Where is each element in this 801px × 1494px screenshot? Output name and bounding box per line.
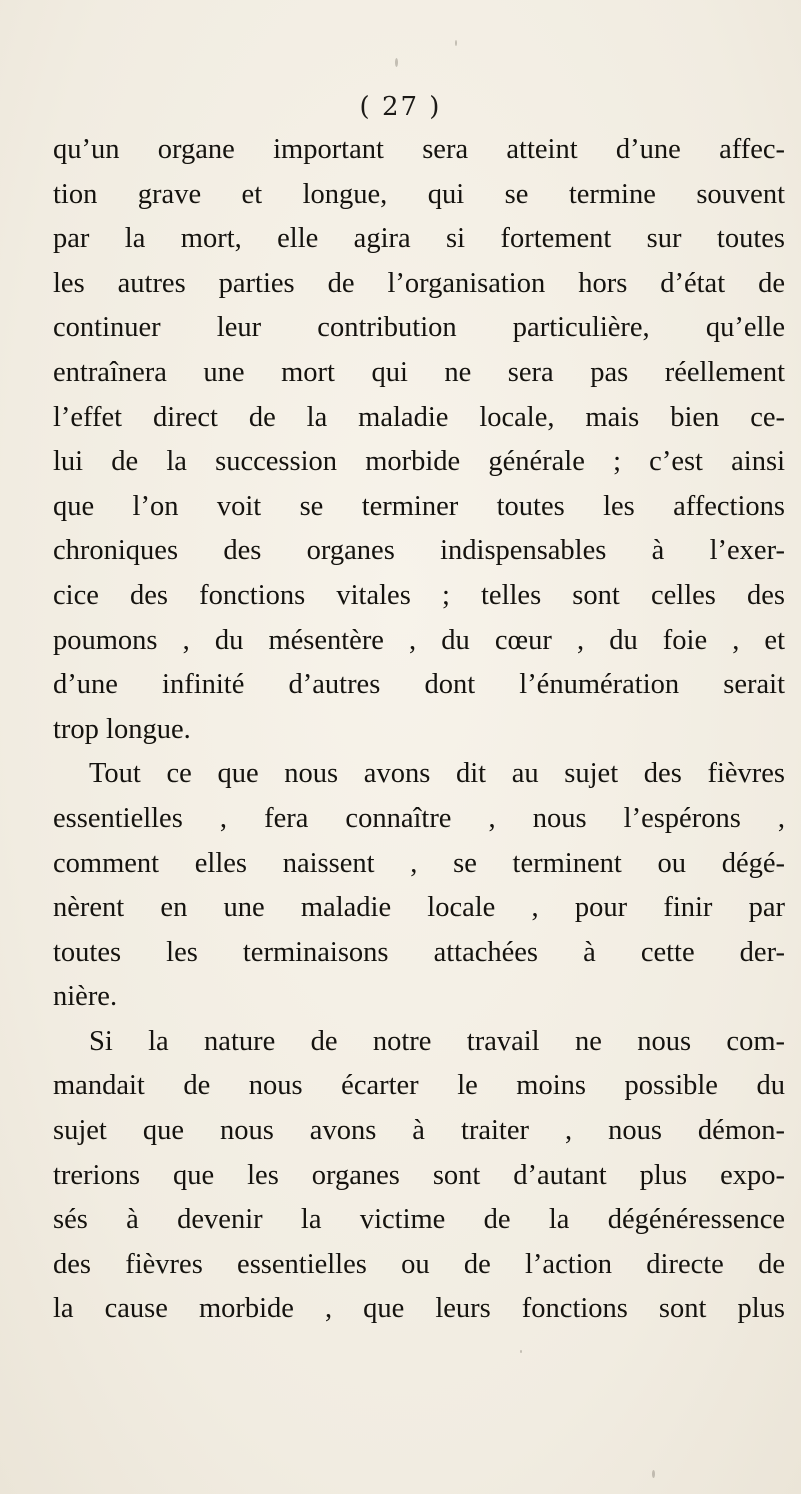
paragraph-start-line: Tout ce que nous avons dit au sujet des fièvres — [89, 758, 785, 790]
text-line: que l’on voit se terminer toutes les affections — [53, 490, 785, 522]
text-line: sujet que nous avons à traiter , nous démon- — [53, 1115, 785, 1147]
text-line: par la mort, elle agira si fortement sur toutes — [53, 223, 785, 255]
body-text — [53, 128, 785, 1332]
text-line: chroniques des organes indispensables à l’exer- — [53, 535, 785, 567]
text-line: poumons , du mésentère , du cœur , du foie , et — [53, 624, 785, 656]
text-line: lui de la succession morbide générale ; c’est ainsi — [53, 446, 785, 478]
paper-speck — [395, 58, 398, 67]
paper-speck — [652, 1470, 655, 1478]
text-line: d’une infinité d’autres dont l’énumération serait — [53, 669, 785, 701]
text-line: la cause morbide , que leurs fonctions sont plus — [53, 1293, 785, 1325]
text-line: l’effet direct de la maladie locale, mais bien ce- — [53, 401, 785, 433]
text-line: des fièvres essentielles ou de l’action directe de — [53, 1248, 785, 1280]
text-line: sés à devenir la victime de la dégénéressence — [53, 1204, 785, 1236]
text-line: toutes les terminaisons attachées à cette der- — [53, 936, 785, 968]
text-line: tion grave et longue, qui se termine souvent — [53, 178, 785, 210]
paragraph-start-line: Si la nature de notre travail ne nous com- — [89, 1025, 785, 1057]
text-line: trerions que les organes sont d’autant plus expo- — [53, 1159, 785, 1191]
text-line: qu’un organe important sera atteint d’une affec- — [53, 134, 785, 165]
text-line: mandait de nous écarter le moins possible du — [53, 1070, 785, 1102]
text-line: cice des fonctions vitales ; telles sont celles des — [53, 579, 785, 611]
text-line: entraînera une mort qui ne sera pas réellement — [53, 356, 785, 388]
text-line: nière. — [53, 981, 118, 1013]
text-line: les autres parties de l’organisation hors d’état de — [53, 267, 785, 299]
text-line: nèrent en une maladie locale , pour finir par — [53, 892, 785, 924]
text-line: continuer leur contribution particulière, qu’elle — [53, 312, 785, 344]
paper-speck — [520, 1350, 522, 1353]
text-line: essentielles , fera connaître , nous l’espérons , — [53, 802, 785, 834]
text-line: trop longue. — [53, 713, 191, 745]
page-number: ( 27 ) — [359, 92, 442, 122]
paper-speck — [455, 40, 457, 46]
text-line: comment elles naissent , se terminent ou dégé- — [53, 847, 785, 879]
